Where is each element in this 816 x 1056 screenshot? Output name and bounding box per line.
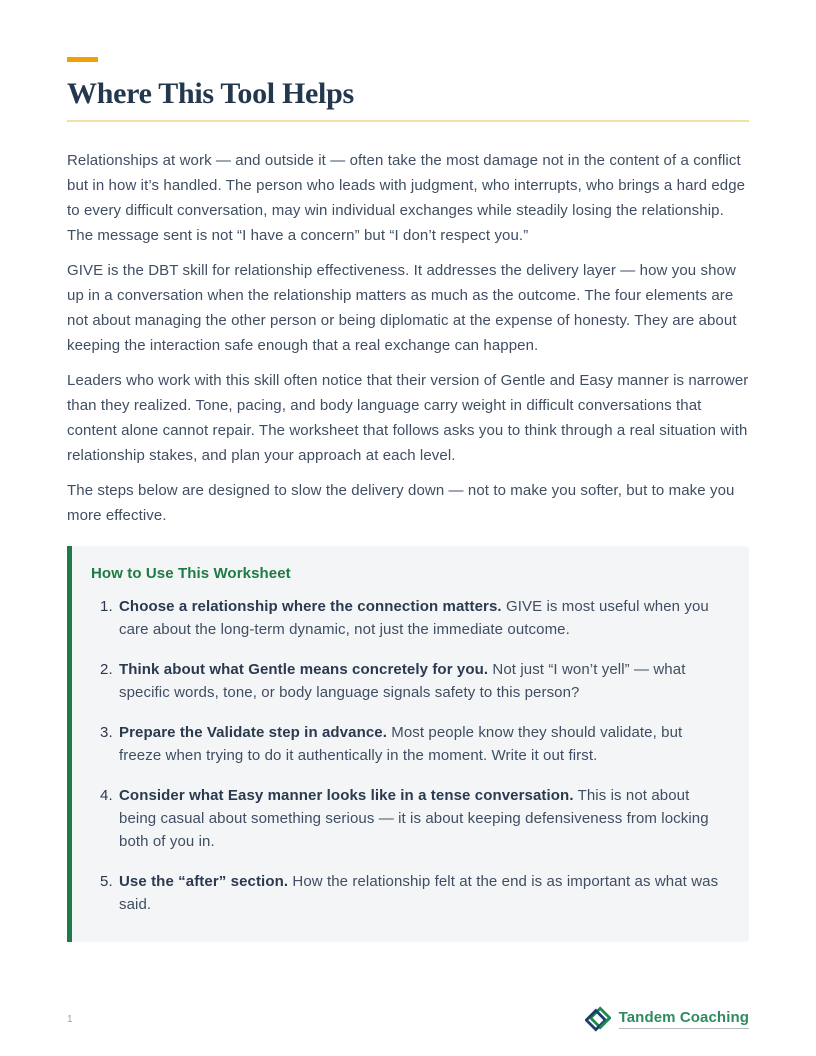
accent-bar bbox=[67, 57, 98, 62]
body-paragraph: Relationships at work — and outside it — often take the most damage not in the content of a conflict but in how it’s handled. The person who leads with judgment, who interrupts, who brings a hard edge to every difficult conversation, may win individual exchanges while steadily losing the relationship. The message sent is not “I have a concern” but “I don’t respect you.” bbox=[67, 151, 746, 244]
list-item-body: How the relationship felt at the end is as important as what was said. bbox=[119, 872, 719, 913]
page-footer bbox=[67, 1006, 749, 1032]
list-item-body: GIVE is most useful when you care about the long-term dynamic, not just the immediate outcome. bbox=[119, 597, 709, 638]
list-item-body: Most people know they should validate, but freeze when trying to do it authentically in the moment. Write it out first. bbox=[119, 723, 683, 764]
page-number: 1 bbox=[67, 1013, 73, 1025]
list-item bbox=[117, 870, 723, 916]
brand-name: Tandem Coaching bbox=[619, 1009, 749, 1029]
how-to-use-callout bbox=[67, 546, 749, 942]
list-item bbox=[117, 721, 723, 767]
list-item-lead: Think about what Gentle means concretely for you. bbox=[119, 660, 489, 678]
title-underline-rule bbox=[67, 120, 749, 122]
list-item bbox=[117, 658, 723, 704]
list-item bbox=[117, 784, 723, 853]
body-paragraph: Leaders who work with this skill often notice that their version of Gentle and Easy manner is narrower than they realized. Tone, pacing, and body language carry weight in difficult conversations that content alone cannot repair. The worksheet that follows asks you to think through a real situation with relationship stakes, and plan your approach at each level. bbox=[67, 371, 749, 464]
page-body bbox=[67, 148, 749, 942]
callout-list bbox=[95, 595, 723, 916]
brand-logo bbox=[585, 1006, 749, 1032]
page-title: Where This Tool Helps bbox=[67, 77, 354, 110]
list-item bbox=[117, 595, 723, 641]
list-item-lead: Consider what Easy manner looks like in a tense conversation. bbox=[119, 786, 574, 804]
list-item-body: Not just “I won’t yell” — what specific words, tone, or body language signals safety to this person? bbox=[119, 660, 686, 701]
list-item-lead: Choose a relationship where the connection matters. bbox=[119, 597, 502, 615]
body-paragraph: The steps below are designed to slow the delivery down — not to make you softer, but to make you more effective. bbox=[67, 481, 735, 524]
page-header bbox=[67, 57, 749, 122]
list-item-lead: Use the “after” section. bbox=[119, 872, 289, 890]
list-item-lead: Prepare the Validate step in advance. bbox=[119, 723, 387, 741]
callout-title: How to Use This Worksheet bbox=[91, 564, 291, 582]
interlocked-diamonds-icon bbox=[585, 1006, 611, 1032]
body-paragraph: GIVE is the DBT skill for relationship effectiveness. It addresses the delivery layer — how you show up in a conversation when the relationship matters as much as the outcome. The four elements are not about managing the other person or being diplomatic at the expense of honesty. They are about keeping the interaction safe enough that a real exchange can happen. bbox=[67, 261, 737, 354]
list-item-body: This is not about being casual about something serious — it is about keeping defensiveness from locking both of you in. bbox=[119, 786, 709, 850]
